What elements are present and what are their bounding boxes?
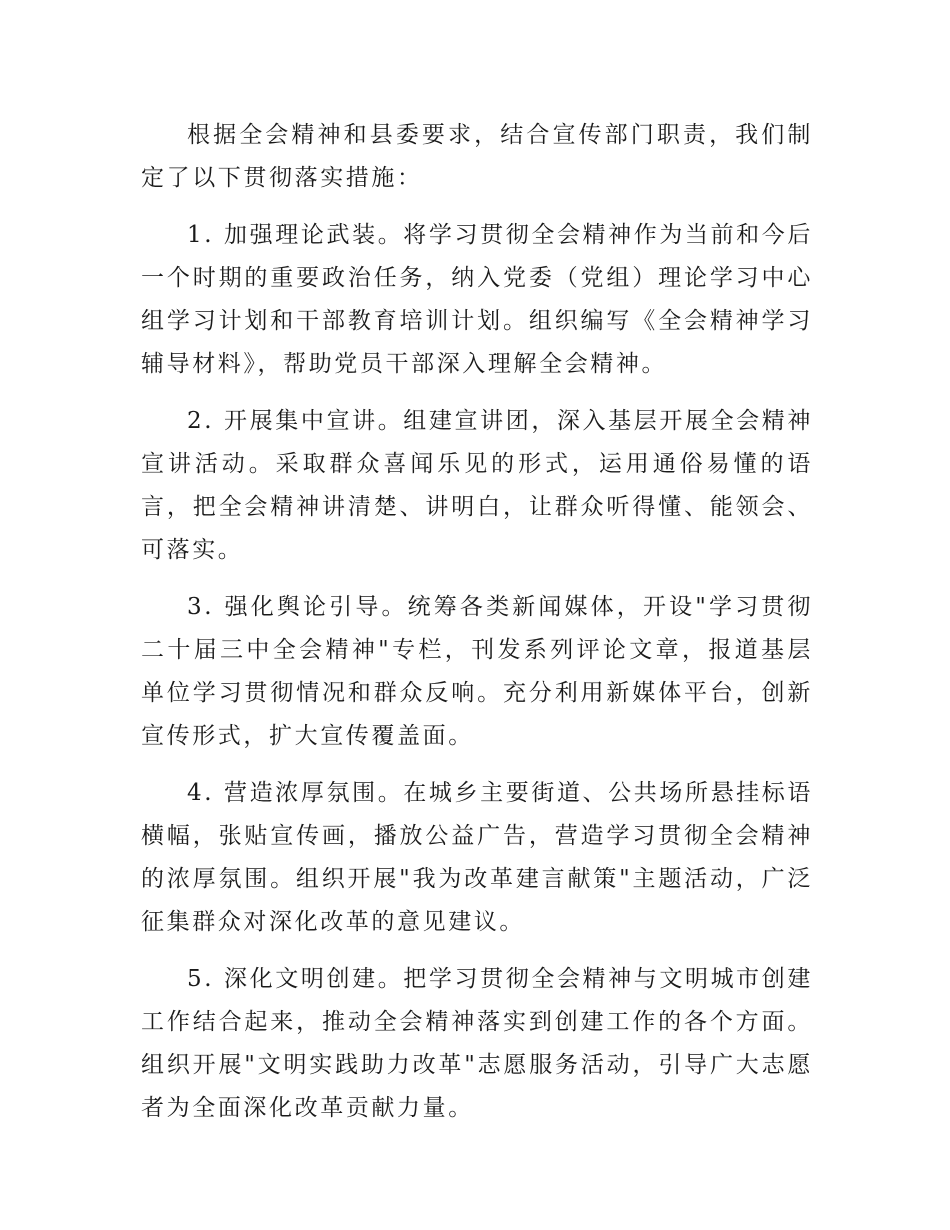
measure-3-paragraph: 3. 强化舆论引导。统筹各类新闻媒体，开设"学习贯彻二十届三中全会精神"专栏，刊发系列评论文章，报道基层单位学习贯彻情况和群众反响。充分利用新媒体平台，创新宣传形式，扩大宣传覆盖面。 [141, 594, 813, 749]
measure-5-paragraph: 5. 深化文明创建。把学习贯彻全会精神与文明城市创建工作结合起来，推动全会精神落实到创建工作的各个方面。组织开展"文明实践助力改革"志愿服务活动，引导广大志愿者为全面深化改革贡献力量。 [141, 966, 813, 1121]
measure-2-paragraph: 2. 开展集中宣讲。组建宣讲团，深入基层开展全会精神宣讲活动。采取群众喜闻乐见的形式，运用通俗易懂的语言，把全会精神讲清楚、讲明白，让群众听得懂、能领会、可落实。 [141, 408, 813, 563]
measure-4-paragraph: 4. 营造浓厚氛围。在城乡主要街道、公共场所悬挂标语横幅，张贴宣传画，播放公益广告，营造学习贯彻全会精神的浓厚氛围。组织开展"我为改革建言献策"主题活动，广泛征集群众对深化改革的意见建议。 [141, 780, 813, 935]
measure-1-paragraph: 1. 加强理论武装。将学习贯彻全会精神作为当前和今后一个时期的重要政治任务，纳入党委（党组）理论学习中心组学习计划和干部教育培训计划。组织编写《全会精神学习辅导材料》，帮助党员干部深入理解全会精神。 [141, 222, 813, 377]
document-body [141, 114, 813, 1144]
intro-paragraph: 根据全会精神和县委要求，结合宣传部门职责，我们制定了以下贯彻落实措施： [141, 122, 813, 191]
